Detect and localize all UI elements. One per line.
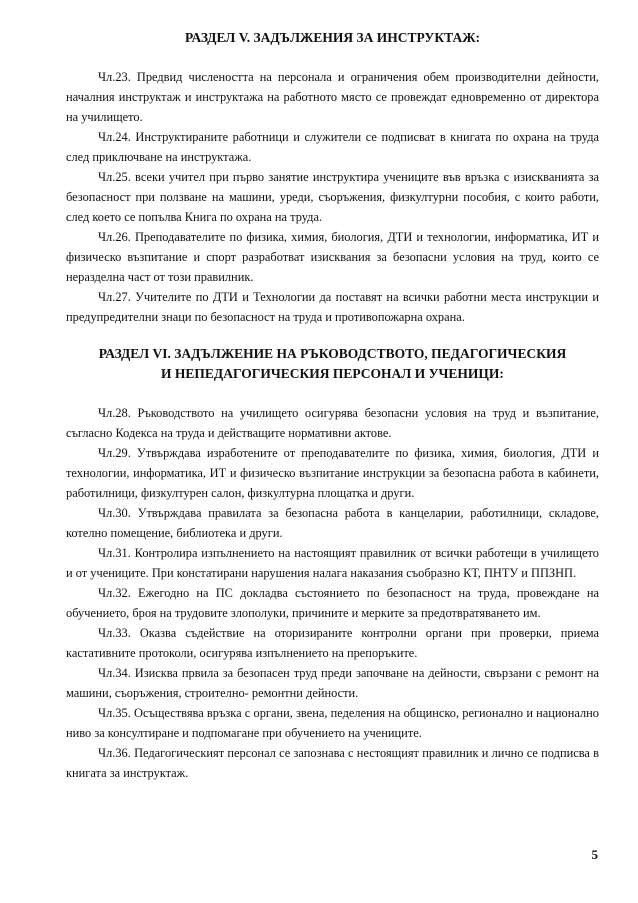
section-6-heading-line-1: РАЗДЕЛ VI. ЗАДЪЛЖЕНИЕ НА РЪКОВОДСТВОТО, ПЕДАГОГИЧЕСКИЯ: [98, 346, 567, 361]
article-24: Чл.24. Инструктираните работници и служители се подписват в книгата по охрана на труда след приключване на инструктажа.: [66, 130, 599, 164]
article-26: Чл.26. Преподавателите по физика, химия, биология, ДТИ и технологии, информатика, ИТ и физическо възпитание и спорт разработват изисквания за безопасни условия на труд, които се неразделна част от този правилник.: [66, 230, 599, 284]
section-5-body: [66, 67, 599, 327]
page-number: 5: [591, 847, 598, 862]
section-6-heading: [66, 344, 599, 384]
article-31: Чл.31. Контролира изпълнението на настоящият правилник от всички работещи в училището и от учениците. При констатирани нарушения налага наказания съобразно КТ, ПНТУ и ППЗНП.: [66, 546, 599, 580]
article-30: Чл.30. Утвърждава правилата за безопасна работа в канцеларии, работилници, складове, котелно помещение, библиотека и други.: [66, 506, 599, 540]
article-27: Чл.27. Учителите по ДТИ и Технологии да поставят на всички работни места инструкции и предупредителни знаци по безопасност на труда и противопожарна охрана.: [66, 290, 599, 324]
section-5-heading: РАЗДЕЛ V. ЗАДЪЛЖЕНИЯ ЗА ИНСТРУКТАЖ:: [184, 30, 481, 45]
article-29: Чл.29. Утвърждава изработените от преподавателите по физика, химия, биология, ДТИ и технологии, информатика, ИТ и физическо възпитание инструкции за безопасна работа в кабинети, работилници, физкултурен салон, физкултурна площатка и други.: [66, 446, 599, 500]
article-25: Чл.25. всеки учител при първо занятие инструктира учениците във връзка с изискванията за безопасност при ползване на машини, уреди, съоръжения, физкултурни пособия, с които работи, след което се попълва Книга по охрана на труда.: [66, 170, 599, 224]
article-28: Чл.28. Ръководството на училището осигурява безопасни условия на труд и възпитание, съгласно Кодекса на труда и действащите нормативни актове.: [66, 406, 599, 440]
article-23: Чл.23. Предвид числеността на персонала и ограничения обем производителни дейности, началния инструктаж и инструктажа на работното място се провеждат едновременно от директора на училището.: [66, 70, 599, 124]
article-35: Чл.35. Осъществява връзка с органи, звена, педеления на общинско, регионално и национално ниво за консултиране и подпомагане при обучението на учениците.: [66, 706, 599, 740]
article-36: Чл.36. Педагогическият персонал се запознава с нестоящият правилник и лично се подписва в книгата за инструктаж.: [66, 746, 599, 780]
section-6-heading-line-2: И НЕПЕДАГОГИЧЕСКИЯ ПЕРСОНАЛ И УЧЕНИЦИ:: [161, 366, 504, 381]
article-32: Чл.32. Ежегодно на ПС докладва състоянието по безопасност на труда, провеждане на обучението, броя на трудовите злополуки, причините и мерките за предотвратяването им.: [66, 586, 599, 620]
article-33: Чл.33. Оказва съдействие на оторизираните контролни органи при проверки, приема кастативните протоколи, осигурява изпълнението на препоръките.: [66, 626, 599, 660]
article-34: Чл.34. Изисква првила за безопасен труд преди започване на дейности, свързани с ремонт на машини, съоръжения, строително- ремонтни дейности.: [66, 666, 599, 700]
page-content: [66, 28, 599, 783]
section-6-body: [66, 403, 599, 783]
